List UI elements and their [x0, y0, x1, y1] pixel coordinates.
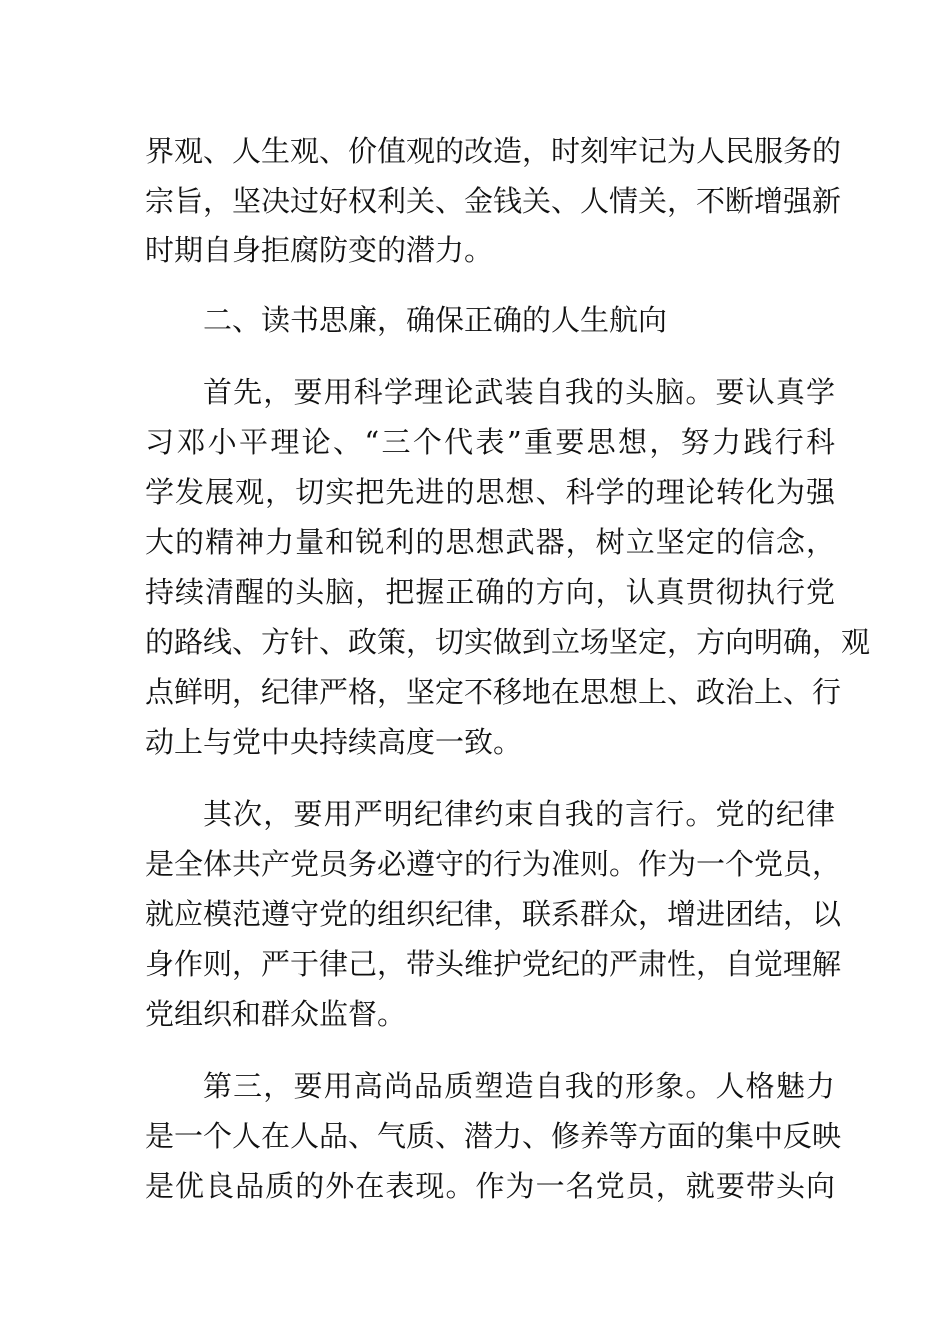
paragraph-line: 党组织和群众监督。	[145, 997, 407, 1031]
paragraph-line: 是一个人在人品、气质、潜力、修养等方面的集中反映	[145, 1119, 842, 1153]
paragraph-line: 持续清醒的头脑，把握正确的方向，认真贯彻执行党	[145, 575, 835, 609]
paragraph-line: 其次，要用严明纪律约束自我的言行。党的纪律	[203, 797, 835, 831]
paragraph-line: 时期自身拒腐防变的潜力。	[145, 233, 494, 267]
paragraph-line: 动上与党中央持续高度一致。	[145, 725, 523, 759]
paragraph-line: 界观、人生观、价值观的改造，时刻牢记为人民服务的	[145, 134, 842, 168]
paragraph-line: 第三，要用高尚品质塑造自我的形象。人格魅力	[203, 1069, 835, 1103]
paragraph-line: 身作则，严于律己，带头维护党纪的严肃性，自觉理解	[145, 947, 842, 981]
paragraph-line: 学发展观，切实把先进的思想、科学的理论转化为强	[145, 475, 835, 509]
paragraph-line: 的路线、方针、政策，切实做到立场坚定，方向明确，观	[145, 625, 871, 659]
paragraph-line: 习邓小平理论、“三个代表”重要思想，努力践行科	[145, 425, 835, 459]
section-heading: 二、读书思廉，确保正确的人生航向	[203, 303, 668, 337]
paragraph-line: 首先，要用科学理论武装自我的头脑。要认真学	[203, 375, 835, 409]
paragraph-line: 就应模范遵守党的组织纪律，联系群众，增进团结，以	[145, 897, 842, 931]
paragraph-line: 点鲜明，纪律严格，坚定不移地在思想上、政治上、行	[145, 675, 842, 709]
paragraph-line: 宗旨，坚决过好权利关、金钱关、人情关，不断增强新	[145, 184, 842, 218]
paragraph-line: 是优良品质的外在表现。作为一名党员，就要带头向	[145, 1169, 835, 1203]
paragraph-line: 大的精神力量和锐利的思想武器，树立坚定的信念，	[145, 525, 835, 559]
paragraph-line: 是全体共产党员务必遵守的行为准则。作为一个党员，	[145, 847, 842, 881]
